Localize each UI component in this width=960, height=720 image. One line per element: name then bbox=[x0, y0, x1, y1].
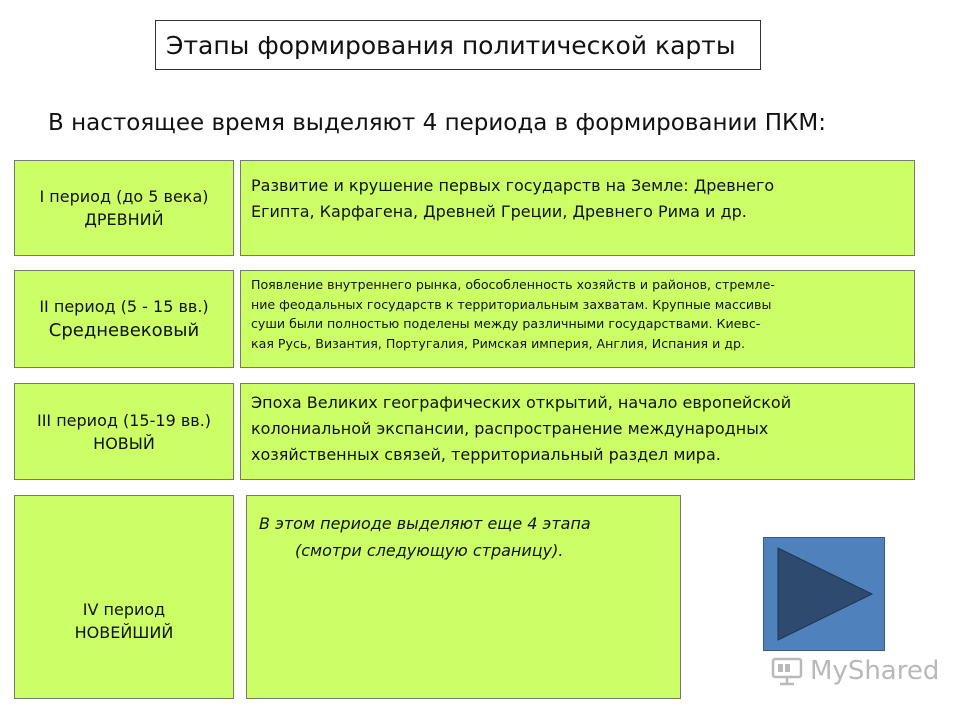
period-2-label bbox=[14, 270, 234, 368]
period-1-label bbox=[14, 160, 234, 256]
period-2-desc-line: ние феодальных государств к территориальным захватам. Крупные массивы bbox=[251, 296, 772, 312]
period-3-description bbox=[240, 383, 915, 480]
period-4-label bbox=[14, 495, 234, 699]
period-3-desc-line: колониальной экспансии, распространение международных bbox=[251, 419, 769, 438]
play-triangle-icon bbox=[764, 538, 884, 650]
period-1-desc-line: Египта, Карфагена, Древней Греции, Древнего Рима и др. bbox=[251, 202, 747, 221]
period-1-era: ДРЕВНИЙ bbox=[84, 210, 164, 229]
period-4-description bbox=[246, 495, 681, 699]
period-4-desc-line: (смотри следующую страницу). bbox=[295, 541, 564, 560]
period-3-name: III период (15-19 вв.) bbox=[36, 410, 212, 430]
slide-subtitle: В настоящее время выделяют 4 периода в формировании ПКМ: bbox=[48, 110, 826, 136]
period-3-label bbox=[14, 383, 234, 480]
period-1-description bbox=[240, 160, 915, 256]
period-1-desc-line: Развитие и крушение первых государств на Земле: Древнего bbox=[251, 176, 775, 195]
period-4-era: НОВЕЙШИЙ bbox=[74, 623, 174, 642]
period-2-desc-line: Появление внутреннего рынка, обособленность хозяйств и районов, стремле- bbox=[251, 277, 775, 292]
watermark-text: MyShared bbox=[810, 656, 940, 686]
next-slide-button[interactable] bbox=[763, 537, 885, 651]
presentation-board-icon bbox=[770, 656, 804, 686]
period-2-description bbox=[240, 270, 915, 368]
period-1-name: I период (до 5 века) bbox=[39, 187, 209, 206]
period-3-desc-line: хозяйственных связей, территориальный раздел мира. bbox=[251, 445, 721, 464]
period-2-era: Средневековый bbox=[48, 319, 200, 341]
period-4-name: IV период bbox=[82, 600, 166, 619]
period-4-desc-line: В этом периоде выделяют еще 4 этапа bbox=[259, 514, 591, 533]
period-2-desc-line: суши были полностью поделены между различными государствами. Киевс- bbox=[251, 316, 761, 331]
period-2-desc-line: кая Русь, Византия, Португалия, Римская империя, Англия, Испания и др. bbox=[251, 335, 745, 351]
period-3-era: НОВЫЙ bbox=[93, 433, 155, 453]
period-3-desc-line: Эпоха Великих географических открытий, начало европейской bbox=[251, 393, 792, 412]
slide-title: Этапы формирования политической карты bbox=[155, 20, 761, 70]
period-2-name: II период (5 - 15 вв.) bbox=[39, 296, 209, 316]
watermark bbox=[770, 656, 939, 686]
